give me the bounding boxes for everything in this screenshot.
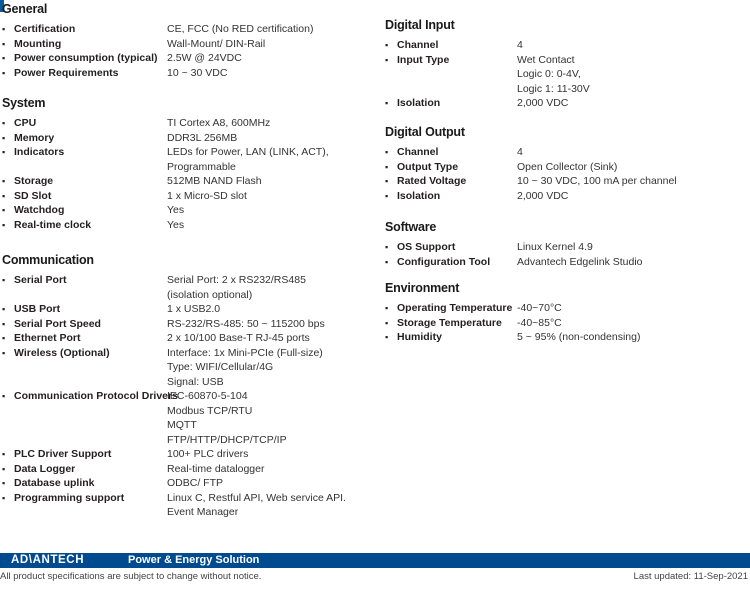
- spec-label: ▪ Channel: [385, 38, 438, 53]
- spec-value: [167, 22, 313, 37]
- section-title-digital-input: Digital Input: [385, 18, 455, 32]
- spec-label: ▪ SD Slot: [2, 189, 51, 204]
- spec-value-line: ODBC/ FTP: [167, 477, 224, 489]
- spec-value: [517, 145, 523, 160]
- spec-value-line: Real-time datalogger: [167, 462, 265, 475]
- spec-value: [167, 189, 247, 204]
- spec-value-line: 512MB NAND Flash: [167, 175, 262, 187]
- spec-value-line: Linux C, Restful API, Web service API.: [167, 491, 346, 504]
- section-title-environment: Environment: [385, 281, 460, 295]
- spec-value-line: 2.5W @ 24VDC: [167, 52, 242, 64]
- spec-value-line: Yes: [167, 204, 185, 216]
- footer-last-updated: Last updated: 11-Sep-2021: [633, 571, 748, 582]
- spec-label: ▪ Real-time clock: [2, 218, 91, 233]
- spec-value-line: 5 ~ 95% (non-condensing): [517, 331, 641, 343]
- spec-label: ▪ Operating Temperature: [385, 301, 512, 316]
- spec-value-line: RS-232/RS-485: 50 ~ 115200 bps: [167, 317, 325, 330]
- spec-value: [167, 476, 223, 491]
- spec-value-line: Logic 1: 11-30V: [517, 82, 590, 95]
- spec-value-line: Advantech Edgelink Studio: [517, 255, 643, 268]
- spec-label: ▪ Serial Port: [2, 273, 67, 288]
- spec-value: [517, 316, 562, 331]
- spec-value-line: DDR3L 256MB: [167, 131, 238, 144]
- spec-value-line: -40~85°C: [517, 316, 562, 329]
- spec-value-line: LEDs for Power, LAN (LINK, ACT),: [167, 146, 329, 158]
- spec-value: [167, 37, 265, 52]
- spec-label: ▪ Certification: [2, 22, 75, 37]
- spec-value: [167, 66, 227, 81]
- spec-value-line: 2,000 VDC: [517, 189, 569, 202]
- spec-value-line: FTP/HTTP/DHCP/TCP/IP: [167, 433, 287, 446]
- spec-value: [167, 447, 248, 462]
- spec-value-line: 4: [517, 39, 523, 51]
- spec-value: [167, 218, 184, 233]
- spec-value: [517, 38, 523, 53]
- spec-label: ▪ Communication Protocol Drivers: [2, 389, 178, 404]
- spec-label: ▪ Humidity: [385, 330, 442, 345]
- spec-value: [167, 131, 237, 146]
- spec-label: ▪ Data Logger: [2, 462, 75, 477]
- section-title-software: Software: [385, 220, 437, 234]
- spec-value: [517, 330, 640, 345]
- spec-value-line: 1 x USB2.0: [167, 303, 221, 315]
- spec-value: [517, 174, 677, 189]
- spec-value-line: IEC-60870-5-104: [167, 390, 248, 402]
- section-title-system: System: [2, 96, 46, 110]
- spec-value-line: Programmable: [167, 160, 236, 173]
- spec-value: [167, 491, 346, 520]
- spec-value-line: Interface: 1x Mini-PCIe (Full-size): [167, 346, 323, 359]
- spec-value: [167, 273, 306, 302]
- advantech-logo: AD\ANTECH: [11, 554, 85, 566]
- footer-tagline: Power & Energy Solution: [128, 554, 260, 566]
- spec-value-line: 10 ~ 30 VDC, 100 mA per channel: [517, 175, 677, 187]
- spec-label: ▪ Rated Voltage: [385, 174, 466, 189]
- spec-value-line: Serial Port: 2 x RS232/RS485: [167, 274, 306, 286]
- spec-value-line: Event Manager: [167, 506, 239, 518]
- spec-value: [517, 96, 568, 111]
- spec-label: ▪ Isolation: [385, 96, 440, 111]
- spec-label: ▪ PLC Driver Support: [2, 447, 111, 462]
- spec-value-line: 2 x 10/100 Base-T RJ-45 ports: [167, 332, 310, 344]
- spec-value-line: (isolation optional): [167, 288, 253, 301]
- spec-value: [167, 346, 323, 390]
- spec-value-line: Yes: [167, 218, 185, 231]
- spec-label: ▪ Output Type: [385, 160, 458, 175]
- spec-value-line: Modbus TCP/RTU: [167, 404, 253, 417]
- spec-label: ▪ Input Type: [385, 53, 449, 68]
- spec-label: ▪ Ethernet Port: [2, 331, 81, 346]
- spec-label: ▪ Wireless (Optional): [2, 346, 110, 361]
- spec-value: [517, 160, 617, 175]
- spec-value-line: Type: WIFI/Cellular/4G: [167, 361, 274, 373]
- spec-value: [167, 331, 310, 346]
- spec-label: ▪ Power Requirements: [2, 66, 118, 81]
- spec-value: [167, 51, 242, 66]
- spec-label: ▪ Mounting: [2, 37, 61, 52]
- spec-value: [167, 462, 264, 477]
- spec-value-line: Open Collector (Sink): [517, 160, 618, 173]
- spec-label: ▪ OS Support: [385, 240, 455, 255]
- footer-bar: [0, 553, 750, 568]
- spec-label: ▪ Channel: [385, 145, 438, 160]
- spec-value: [167, 116, 270, 131]
- spec-value-line: -40~70°C: [517, 302, 562, 314]
- spec-value-line: CE, FCC (No RED certification): [167, 23, 314, 35]
- spec-label: ▪ Configuration Tool: [385, 255, 490, 270]
- spec-value-line: Wall-Mount/ DIN-Rail: [167, 37, 266, 50]
- spec-value: [167, 203, 184, 218]
- spec-label: ▪ Serial Port Speed: [2, 317, 101, 332]
- spec-label: ▪ Storage Temperature: [385, 316, 502, 331]
- spec-label: ▪ Storage: [2, 174, 53, 189]
- spec-value: [517, 189, 568, 204]
- spec-value-line: Logic 0: 0-4V,: [517, 68, 581, 80]
- spec-label: ▪ Programming support: [2, 491, 124, 506]
- spec-value-line: Signal: USB: [167, 375, 224, 388]
- spec-value: [167, 174, 262, 189]
- footer-disclaimer: All product specifications are subject to change without notice.: [0, 571, 262, 582]
- spec-value-line: Wet Contact: [517, 53, 575, 66]
- spec-label: ▪ CPU: [2, 116, 36, 131]
- section-title-communication: Communication: [2, 253, 94, 267]
- spec-value: [167, 389, 287, 447]
- spec-value: [517, 301, 562, 316]
- spec-value: [167, 145, 329, 174]
- spec-value: [167, 317, 325, 332]
- spec-label: ▪ Indicators: [2, 145, 64, 160]
- spec-label: ▪ Database uplink: [2, 476, 95, 491]
- spec-value: [517, 255, 643, 270]
- section-title-general: General: [2, 2, 48, 16]
- spec-value-line: Linux Kernel 4.9: [517, 241, 593, 253]
- spec-value: [517, 240, 593, 255]
- spec-label: ▪ Power consumption (typical): [2, 51, 158, 66]
- spec-value-line: 100+ PLC drivers: [167, 448, 249, 460]
- spec-value-line: 2,000 VDC: [517, 97, 569, 109]
- spec-label: ▪ Memory: [2, 131, 54, 146]
- spec-label: ▪ Isolation: [385, 189, 440, 204]
- spec-value-line: 1 x Micro-SD slot: [167, 189, 247, 202]
- spec-value: [167, 302, 220, 317]
- spec-label: ▪ Watchdog: [2, 203, 64, 218]
- spec-value: [517, 53, 590, 97]
- spec-value-line: 10 ~ 30 VDC: [167, 66, 228, 79]
- section-title-digital-output: Digital Output: [385, 125, 465, 139]
- spec-value-line: TI Cortex A8, 600MHz: [167, 117, 271, 129]
- spec-value-line: 4: [517, 146, 523, 158]
- spec-value-line: MQTT: [167, 419, 197, 431]
- spec-label: ▪ USB Port: [2, 302, 60, 317]
